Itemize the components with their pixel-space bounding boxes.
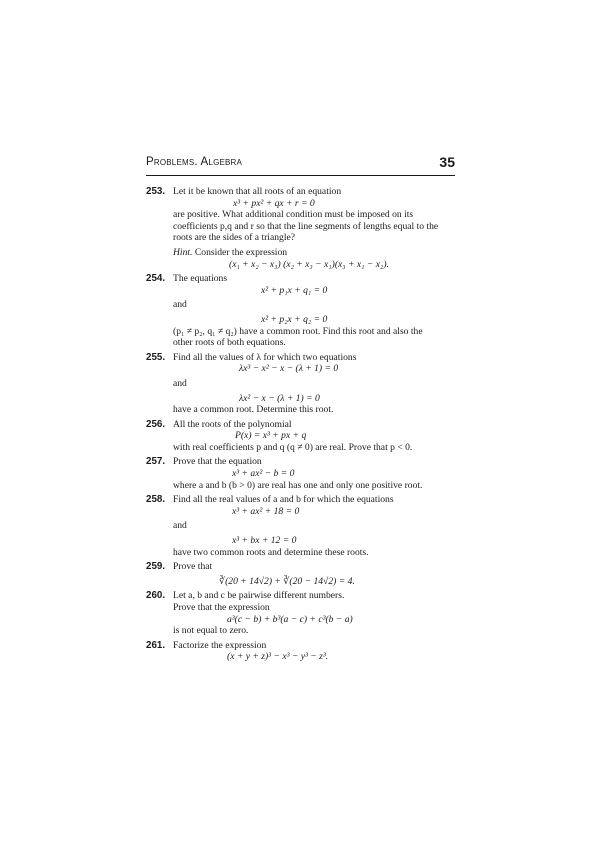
equation: ∛(20 + 14√2) + ∛(20 − 14√2) = 4.: [219, 575, 355, 587]
hint-line: [173, 247, 455, 259]
problem-257: [146, 456, 455, 491]
problem-253: [146, 186, 455, 270]
equation: x² + p₁x + q₁ = 0: [261, 284, 328, 296]
equation: x³ + ax² + 18 = 0: [232, 505, 300, 517]
hint-label: Hint.: [173, 246, 193, 258]
problem-259: [146, 561, 455, 587]
equation: (x₁ + x₂ − x₃) (x₂ + x₃ − x₁)(x₃ + x₁ − x₂).: [229, 258, 389, 270]
equation: x³ + px² + qx + r = 0: [233, 197, 315, 209]
equation: P(x) = x³ + px + q: [235, 430, 307, 442]
problems-list: [146, 186, 455, 663]
problem-number: 260.: [146, 590, 166, 602]
connector-text: and: [173, 377, 187, 389]
problem-number: 256.: [146, 418, 166, 430]
problem-text: have a common root. Determine this root.: [173, 404, 334, 416]
problem-number: 255.: [146, 351, 166, 363]
problem-text: All the roots of the polynomial: [173, 418, 292, 430]
equation: λx² − x − (λ + 1) = 0: [239, 392, 320, 404]
problem-text: (p₁ ≠ p₂, q₁ ≠ q₂) have a common root. Find this root and also the: [173, 325, 423, 337]
problem-text: Prove that the expression: [173, 602, 270, 613]
problem-text: Find all the real values of a and b for which the equations: [173, 494, 394, 506]
equation: x² + p₂x + q₂ = 0: [261, 313, 328, 325]
problem-text: is not equal to zero.: [173, 625, 249, 637]
equation: x³ + bx + 12 = 0: [232, 535, 297, 547]
header-rule: [146, 175, 455, 176]
problem-text: coefficients p,q and r so that the line segments of lengths equal to the: [173, 220, 439, 232]
problem-text: with real coefficients p and q (q ≠ 0) are real. Prove that p < 0.: [173, 441, 413, 453]
problem-256: [146, 419, 455, 454]
problem-text: have two common roots and determine these roots.: [173, 546, 369, 558]
problem-text: Prove that the equation: [173, 456, 262, 468]
page-header: [146, 156, 455, 172]
connector-text: and: [173, 299, 187, 311]
problem-number: 261.: [146, 639, 166, 651]
problem-260: [146, 590, 455, 636]
problem-number: 257.: [146, 456, 166, 468]
problem-text: Let it be known that all roots of an equation: [173, 186, 342, 197]
problem-text: Factorize the expression: [173, 639, 267, 651]
equation: a³(c − b) + b³(a − c) + c³(b − a): [227, 613, 353, 625]
problem-254: [146, 273, 455, 349]
problem-text: The equations: [173, 273, 228, 285]
equation: λx³ − x² − x − (λ + 1) = 0: [239, 363, 339, 375]
equation: (x + y + z)³ − x³ − y³ − z³.: [227, 651, 329, 663]
problem-text: Find all the values of λ for which two equations: [173, 351, 357, 363]
connector-text: and: [173, 520, 187, 532]
problem-258: [146, 494, 455, 558]
problem-text: Let a, b and c be pairwise different numbers.: [173, 590, 345, 602]
problem-text: roots are the sides of a triangle?: [173, 232, 296, 244]
running-head: Problems. Algebra: [146, 156, 243, 168]
problem-number: 258.: [146, 494, 166, 506]
problem-text: Prove that: [173, 561, 213, 573]
problem-text: where a and b (b > 0) are real has one and only one positive root.: [173, 479, 423, 491]
problem-number: 254.: [146, 273, 166, 285]
page-number: 35: [439, 154, 455, 170]
problem-number: 253.: [146, 186, 166, 197]
problem-text: are positive. What additional condition must be imposed on its: [173, 209, 414, 221]
problem-261: [146, 640, 455, 663]
problem-255: [146, 352, 455, 416]
problem-number: 259.: [146, 561, 166, 573]
hint-text: Consider the expression: [192, 246, 288, 258]
problem-text: other roots of both equations.: [173, 337, 286, 349]
equation: x³ + ax² − b = 0: [232, 468, 295, 480]
